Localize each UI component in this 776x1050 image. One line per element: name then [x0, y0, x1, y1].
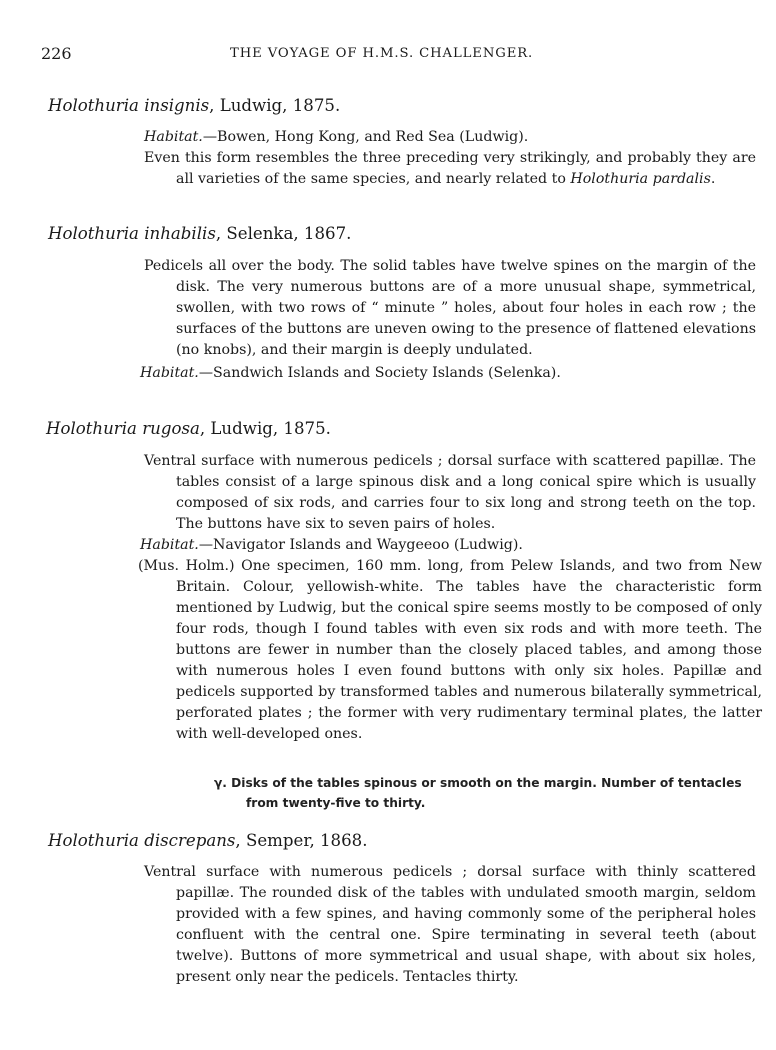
habitat-label: Habitat.: [140, 365, 199, 381]
species-heading-discrepans: [48, 831, 368, 851]
subsection-gamma: [214, 773, 756, 813]
note-text: Even this form resembles the three preceding very strikingly, and probably they are all varieties of the same species, and nearly related to: [144, 150, 756, 187]
species-authority: , Ludwig, 1875.: [199, 419, 331, 438]
habitat-text: —Bowen, Hong Kong, and Red Sea (Ludwig).: [202, 129, 529, 145]
species-authority: , Selenka, 1867.: [215, 224, 352, 243]
rugosa-habitat: [140, 535, 720, 556]
species-name: Holothuria rugosa: [46, 419, 200, 438]
inhabilis-description: [144, 256, 756, 361]
note-end: .: [710, 171, 716, 187]
subsection-text: γ. Disks of the tables spinous or smooth on the margin. Number of tentacles from twenty-five to thirty.: [214, 776, 742, 810]
habitat-label: Habitat.: [140, 537, 199, 553]
note-species-ref: Holothuria pardalis: [570, 171, 711, 187]
habitat-label: Habitat.: [144, 129, 203, 145]
species-heading-insignis: [48, 96, 340, 116]
description-text: Ventral surface with numerous pedicels ; dorsal surface with thinly scattered papillæ. The rounded disk of the tables with undulated smooth margin, seldom provided with a few spines, and having commonly some of the peripheral holes confluent with the central one. Spire terminating in several teeth (about twelve). Buttons of more symmetrical and usual shape, with about six holes, present only near the pedicels. Tentacles thirty.: [144, 864, 756, 985]
running-title: THE VOYAGE OF H.M.S. CHALLENGER.: [230, 46, 534, 61]
inhabilis-habitat: [140, 363, 720, 384]
description-text: Ventral surface with numerous pedicels ; dorsal surface with scattered papillæ. The tables consist of a large spinous disk and a long conical spire which is usually composed of six rods, and carries four to six long and strong teeth on the top. The buttons have six to seven pairs of holes.: [144, 453, 756, 532]
species-authority: , Ludwig, 1875.: [209, 96, 341, 115]
habitat-text: —Sandwich Islands and Society Islands (Selenka).: [198, 365, 561, 381]
page-header: [0, 44, 776, 66]
rugosa-museum-note: [138, 556, 762, 745]
description-text: Pedicels all over the body. The solid tables have twelve spines on the margin of the disk. The very numerous buttons are of a more unusual shape, symmetrical, swollen, with two rows of “ minute ” holes, about four holes in each row ; the surfaces of the buttons are uneven owing to the presence of flattened elevations (no knobs), and their margin is deeply undulated.: [144, 258, 756, 358]
species-heading-inhabilis: [48, 224, 351, 244]
species-name: Holothuria discrepans: [48, 831, 236, 850]
rugosa-description: [144, 451, 756, 535]
species-name: Holothuria inhabilis: [48, 224, 216, 243]
page-number: 226: [41, 44, 72, 63]
discrepans-description: [144, 862, 756, 988]
insignis-habitat: [144, 127, 724, 148]
species-heading-rugosa: [46, 419, 331, 439]
species-authority: , Semper, 1868.: [235, 831, 368, 850]
species-name: Holothuria insignis: [48, 96, 210, 115]
insignis-note: [144, 148, 756, 190]
museum-text: (Mus. Holm.) One specimen, 160 mm. long, from Pelew Islands, and two from New Britain. Colour, yellowish-white. The tables have the characteristic form mentioned by Ludwig, but the conical spire seems mostly to be composed of only four rods, though I found tables with even six rods and with more teeth. The buttons are fewer in number than the closely placed tables, and among those with numerous holes I even found buttons with only six holes. Papillæ and pedicels supported by transformed tables and numerous bilaterally symmetrical, perforated plates ; the former with very rudimentary terminal plates, the latter with well-developed ones.: [138, 558, 762, 742]
habitat-text: —Navigator Islands and Waygeeoo (Ludwig).: [198, 537, 523, 553]
